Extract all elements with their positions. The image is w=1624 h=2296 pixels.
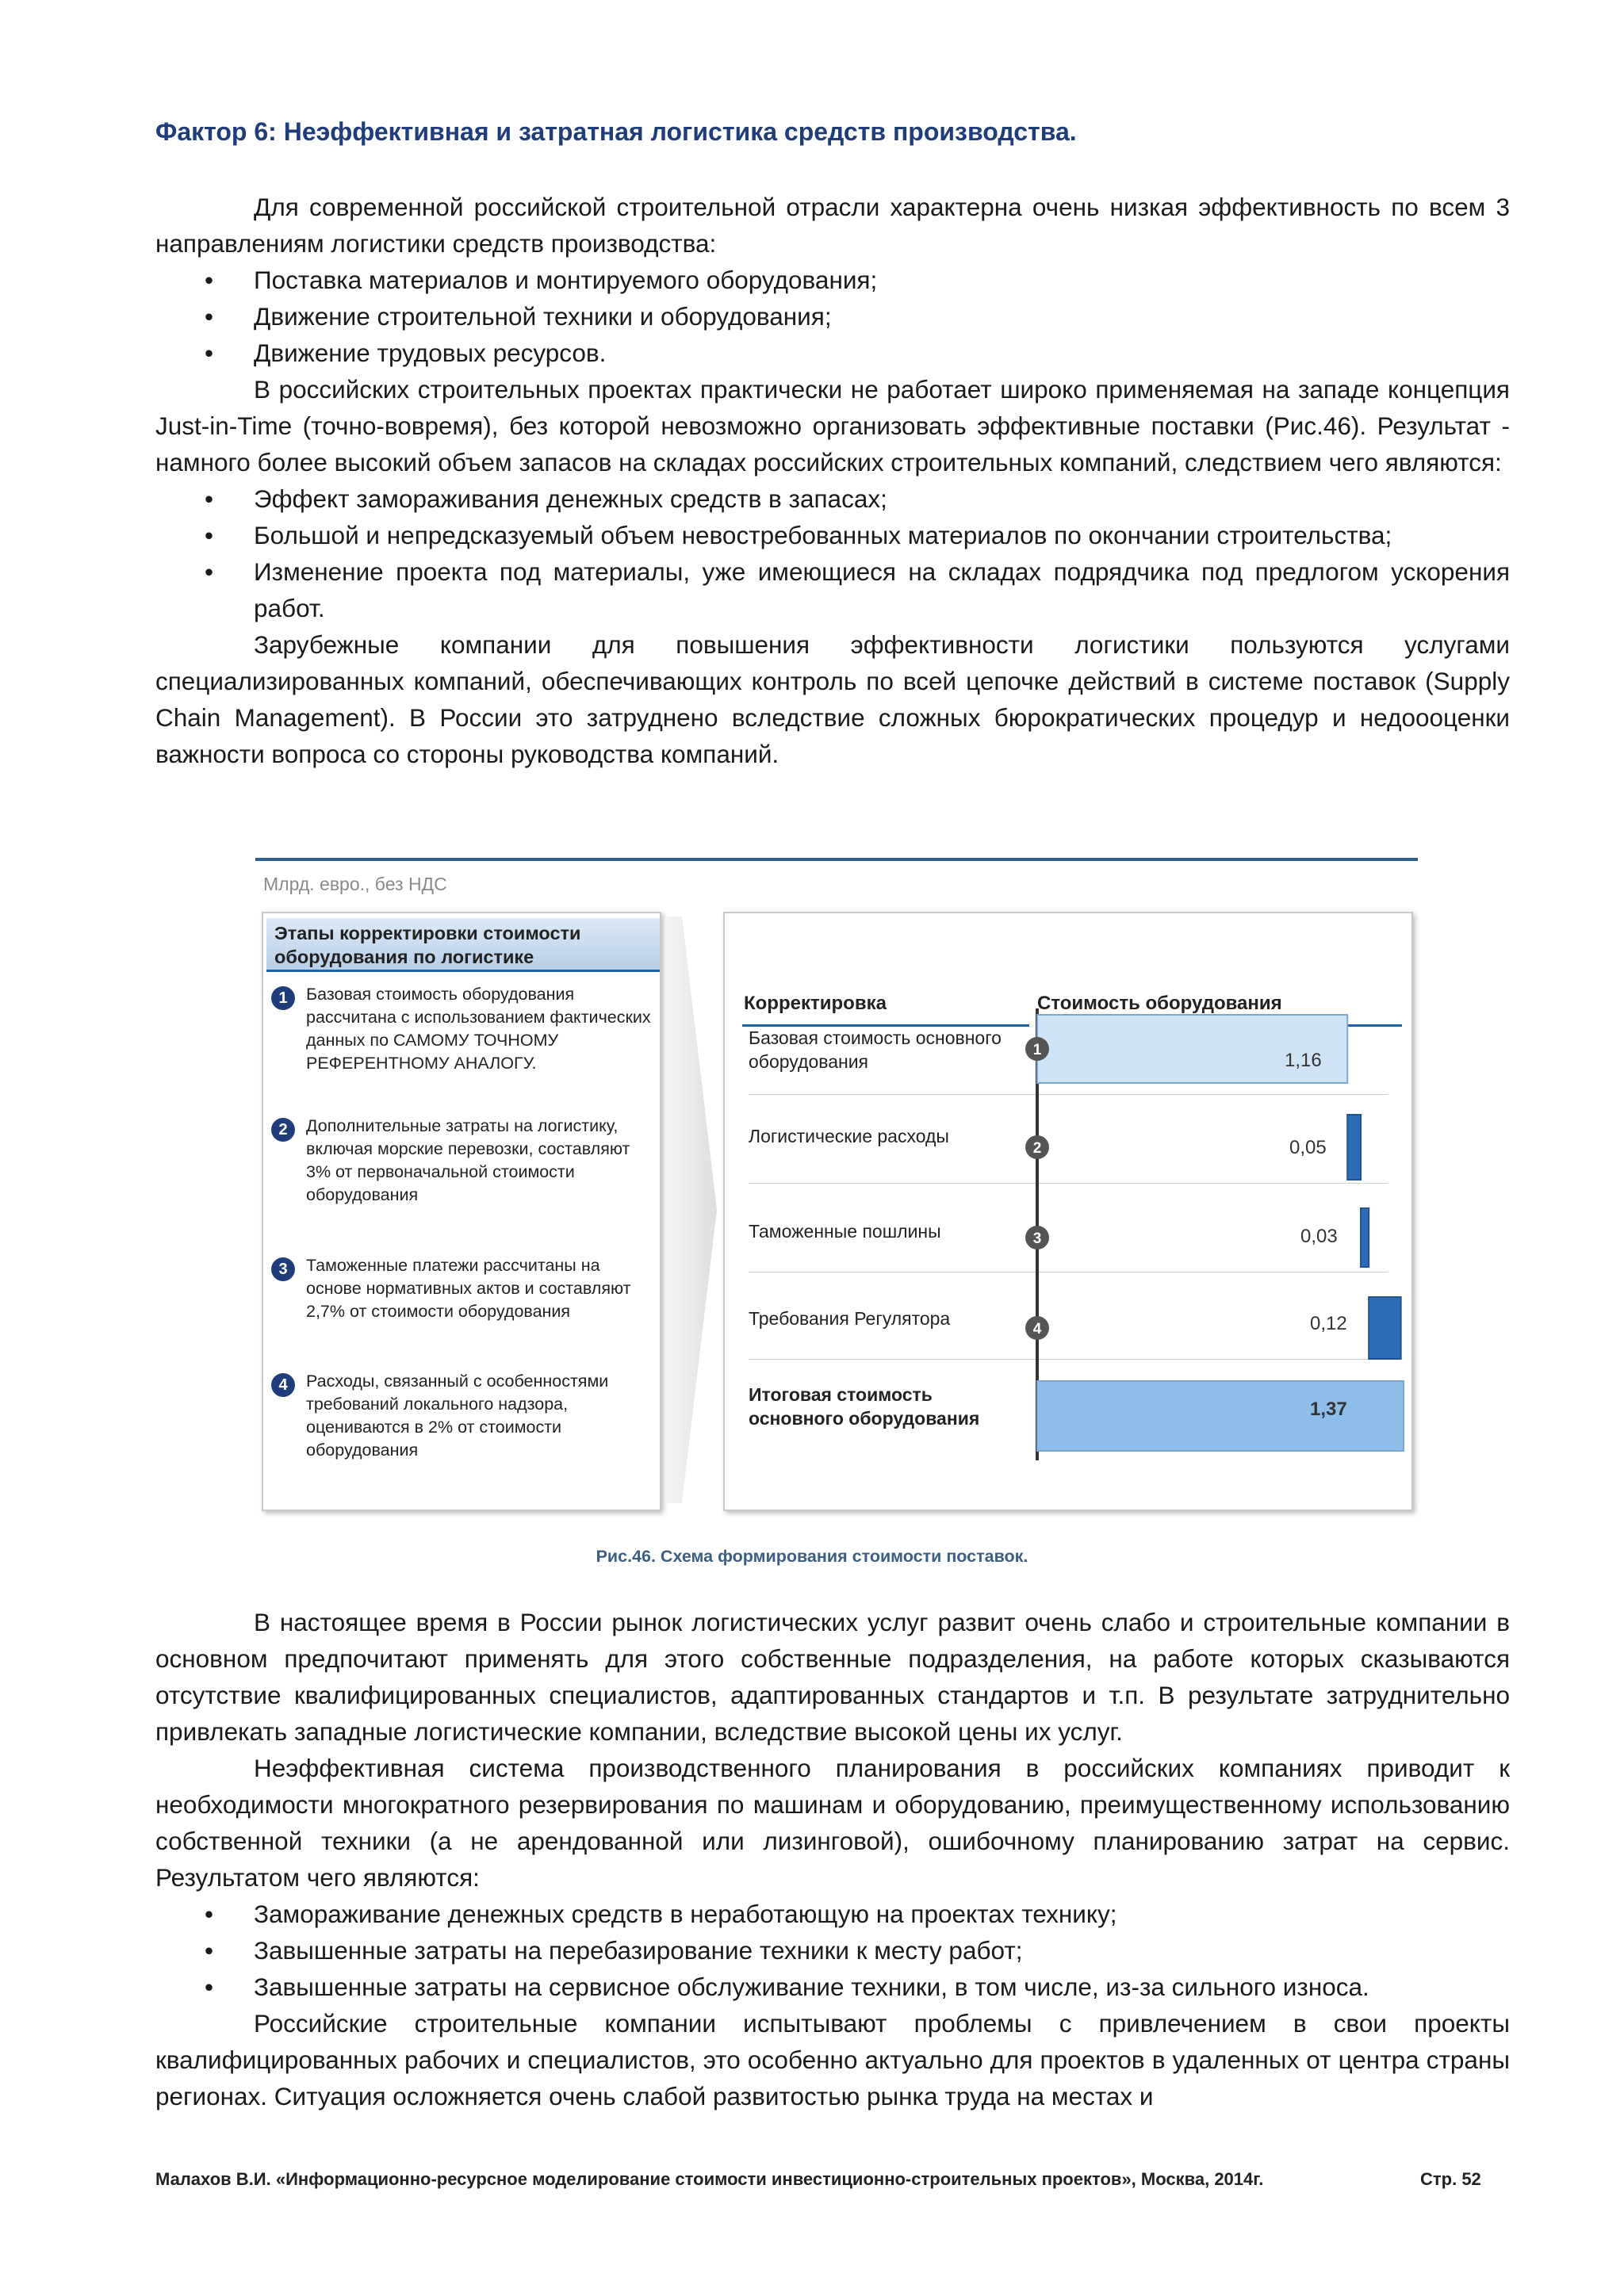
cost-chart-panel bbox=[723, 912, 1413, 1511]
value-label-total: 1,37 bbox=[1310, 1399, 1347, 1420]
chart-bar-4 bbox=[1369, 1297, 1400, 1359]
paragraph: Российские строительные компании испытывают проблемы с привлечением в свои проекты квалифицированных рабочих и специалистов, это особенно актуально для проектов в удаленных от центра страны регионах. Ситуация осложняется очень слабой развитостью рынка труда на местах и bbox=[155, 2009, 1510, 2110]
step-text: Дополнительные затраты на логистику, включая морские перевозки, составляют 3% от первоначальной стоимости оборудования bbox=[306, 1116, 630, 1204]
footer-citation: Малахов В.И. «Информационно-ресурсное моделирование стоимости инвестиционно-строительных проектов», Москва, 2014г. bbox=[155, 2169, 1264, 2189]
steps-panel bbox=[262, 912, 661, 1511]
list-item: • Завышенные затраты на перебазирование техники к месту работ; bbox=[155, 1932, 1510, 1969]
paragraph: В настоящее время в России рынок логистических услуг развит очень слабо и строительные компании в основном предпочитают применять для этого собственные подразделения, на работе которых сказываются отсутствие квалифицированных специалистов, адаптированных стандартов и т.п. В результате затруднительно привлекать западные логистические компании, вследствие высокой цены их услуг. bbox=[155, 1608, 1510, 1746]
row-label-total: Итоговая стоимость основного оборудования bbox=[749, 1384, 980, 1429]
list-item: • Завышенные затраты на сервисное обслуживание техники, в том числе, из-за сильного износа. bbox=[155, 1969, 1510, 2005]
paragraph: Для современной российской строительной отрасли характерна очень низкая эффективность по всем 3 направлениям логистики средств производства: bbox=[155, 193, 1510, 258]
step-marker-label: 3 bbox=[1032, 1230, 1042, 1247]
paragraph: Зарубежные компании для повышения эффективности логистики пользуются услугами специализированных компаний, обеспечивающих контроль по всей цепочке действий в системе поставок (Supply Chain Management). В России это затруднено вследствие сложных бюрократических процедур и недоооценки важности вопроса со стороны руководства компаний. bbox=[155, 630, 1510, 768]
list-item: • Большой и непредсказуемый объем невостребованных материалов по окончании строительства; bbox=[155, 517, 1510, 553]
value-label: 1,16 bbox=[1285, 1050, 1322, 1071]
page-footer bbox=[155, 2169, 1481, 2190]
text-block-bottom bbox=[155, 1604, 1510, 2114]
paragraph: Неэффективная система производственного планирования в российских компаниях приводит к необходимости многократного резервирования по машинам и оборудованию, преимущественному использованию собственной техники (а не арендованной или лизинговой), ошибочному планированию затрат на сервис. Результатом чего являются: bbox=[155, 1754, 1510, 1892]
bullet-list bbox=[155, 1896, 1510, 2005]
section-heading: Фактор 6: Неэффективная и затратная логистика средств производства. bbox=[155, 117, 1077, 146]
chart-bar-5 bbox=[1037, 1381, 1404, 1451]
column-header-adjustment: Корректировка bbox=[744, 993, 887, 1014]
step-text: Таможенные платежи рассчитаны на основе нормативных актов и составляют 2,7% от стоимости оборудования bbox=[306, 1256, 631, 1321]
column-header-cost: Стоимость оборудования bbox=[1037, 993, 1282, 1014]
waterfall-chart bbox=[725, 913, 1411, 1510]
step-number-badge: 2 bbox=[271, 1118, 295, 1142]
bullet-list bbox=[155, 480, 1510, 626]
step-marker-label: 1 bbox=[1032, 1042, 1042, 1058]
figure-caption: Рис.46. Схема формирования стоимости поставок. bbox=[596, 1547, 1028, 1566]
step-number-badge: 3 bbox=[271, 1257, 295, 1281]
row-label: Таможенные пошлины bbox=[749, 1221, 941, 1242]
list-item: • Движение строительной техники и оборудования; bbox=[155, 298, 1510, 335]
value-label: 0,03 bbox=[1300, 1226, 1338, 1247]
value-label: 0,05 bbox=[1289, 1137, 1327, 1158]
page-number: Стр. 52 bbox=[1420, 2169, 1481, 2189]
unit-label: Млрд. евро., без НДС bbox=[263, 874, 447, 894]
list-item: • Движение трудовых ресурсов. bbox=[155, 335, 1510, 371]
text-block-top bbox=[155, 189, 1510, 772]
list-item: • Изменение проекта под материалы, уже имеющиеся на складах подрядчика под предлогом ускорения работ. bbox=[155, 553, 1510, 626]
chart-bar-3 bbox=[1361, 1208, 1369, 1267]
figure-cost-diagram bbox=[252, 850, 1418, 1519]
chevron-arrow-icon bbox=[666, 916, 717, 1503]
step-marker-label: 4 bbox=[1032, 1321, 1042, 1337]
list-item: • Замораживание денежных средств в неработающую на проектах технику; bbox=[155, 1896, 1510, 1932]
list-item: • Поставка материалов и монтируемого оборудования; bbox=[155, 262, 1510, 298]
paragraph: В российских строительных проектах практически не работает широко применяемая на западе концепция Just-in-Time (точно-вовремя), без которой невозможно организовать эффективные поставки (Рис.46). Результат - намного более высокий объем запасов на складах российских строительных компаний, следствием чего являются: bbox=[155, 375, 1510, 476]
list-item: • Эффект замораживания денежных средств в запасах; bbox=[155, 480, 1510, 517]
chart-bar-1 bbox=[1037, 1015, 1347, 1083]
step-text: Базовая стоимость оборудования рассчитана с использованием фактических данных по САМОМУ ТОЧНОМУ РЕФЕРЕНТНОМУ АНАЛОГУ. bbox=[306, 985, 651, 1073]
row-label: Требования Регулятора bbox=[749, 1308, 951, 1329]
bullet-list bbox=[155, 262, 1510, 371]
chart-bar-2 bbox=[1347, 1115, 1361, 1180]
figure-top-rule bbox=[255, 858, 1418, 861]
row-label: Логистические расходы bbox=[749, 1126, 949, 1146]
value-label: 0,12 bbox=[1310, 1313, 1347, 1334]
step-text: Расходы, связанный с особенностями требований локального надзора, оцениваются в 2% от стоимости оборудования bbox=[306, 1372, 609, 1460]
steps-panel-title: Этапы корректировки стоимости оборудования по логистике bbox=[266, 918, 660, 972]
step-number-badge: 4 bbox=[271, 1373, 295, 1397]
step-number-badge: 1 bbox=[271, 986, 295, 1010]
row-label: Базовая стоимость основного оборудования bbox=[749, 1027, 1002, 1072]
step-marker-label: 2 bbox=[1032, 1140, 1042, 1157]
